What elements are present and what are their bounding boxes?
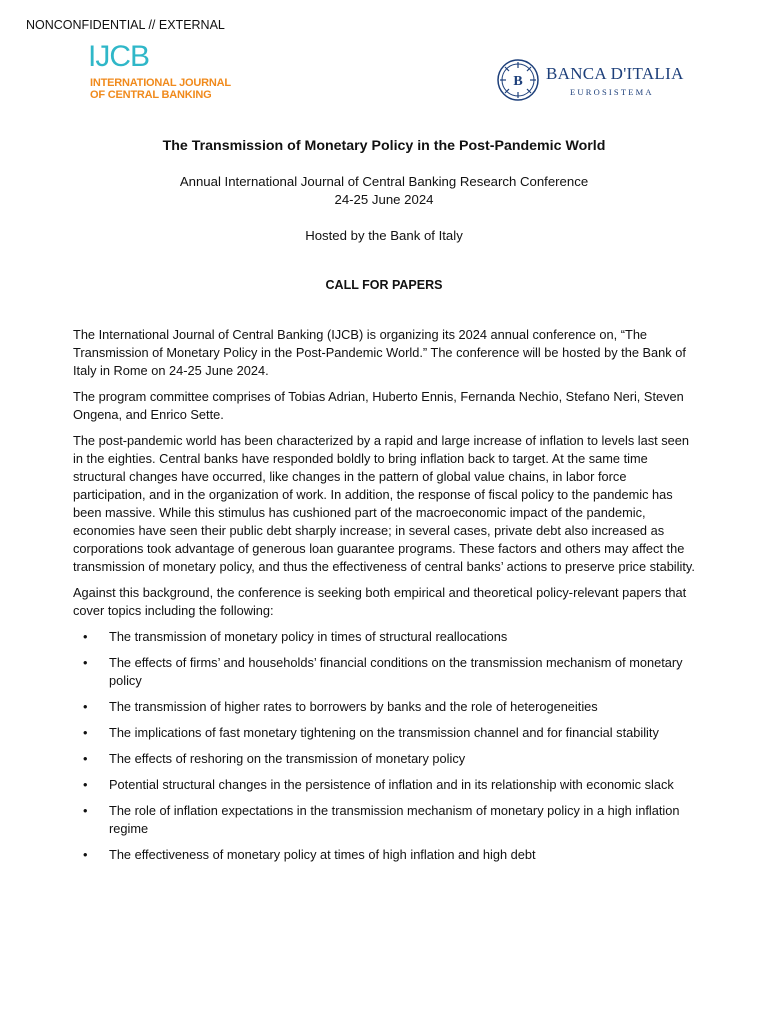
bullet-icon: • — [83, 751, 88, 766]
bullet-icon: • — [83, 699, 88, 714]
ijcb-logo-line2: OF CENTRAL BANKING — [90, 89, 212, 101]
paragraph-background: The post-pandemic world has been characterized by a rapid and large increase of inflation to levels last seen in the eighties. Central banks have responded boldly to bring inflation back to target. At the same time structural changes have occurred, like changes in the pattern of global value chains, in labor force participation, and in the organization of work. In addition, the response of fiscal policy to the pandemic has been massive. While this stimulus has cushioned part of the macroeconomic impact of the pandemic, economies have seen their public debt sharply increase; in several cases, private debt also increased as corporations took advantage of generous loan guarantee programs. These factors and others may affect the transmission of monetary policy, and thus the effectiveness of central banks’ actions to preserve price stability. — [73, 433, 695, 574]
ijcb-logo-mark: IJCB — [88, 40, 150, 73]
list-item: • The implications of fast monetary tightening on the transmission channel and for financial stability — [83, 725, 659, 740]
topics-list — [73, 628, 698, 864]
conference-dates: 24-25 June 2024 — [334, 192, 434, 207]
bullet-icon: • — [83, 847, 88, 862]
ijcb-logo-line1: INTERNATIONAL JOURNAL — [90, 77, 231, 89]
list-item: • The effects of reshoring on the transmission of monetary policy — [83, 751, 466, 766]
banca-italia-seal-icon — [496, 58, 540, 102]
bullet-icon: • — [83, 777, 88, 792]
list-item: • Potential structural changes in the persistence of inflation and in its relationship with economic slack — [83, 777, 674, 792]
list-item: • The effects of firms’ and households’ financial conditions on the transmission mechanism of monetary policy — [83, 655, 683, 688]
svg-text:B: B — [513, 74, 523, 89]
banca-italia-logo — [496, 58, 706, 106]
ijcb-logo — [84, 42, 264, 102]
paragraph-topics-intro: Against this background, the conference is seeking both empirical and theoretical policy-relevant papers that cover topics including the following: — [73, 585, 687, 618]
document-body — [73, 326, 698, 872]
list-item: • The role of inflation expectations in the transmission mechanism of monetary policy in a high inflation regime — [83, 803, 680, 836]
conference-host: Hosted by the Bank of Italy — [305, 228, 463, 243]
paragraph-committee: The program committee comprises of Tobias Adrian, Huberto Ennis, Fernanda Nechio, Stefano Neri, Steven Ongena, and Enrico Sette. — [73, 389, 684, 422]
section-heading: CALL FOR PAPERS — [325, 278, 443, 292]
bullet-icon: • — [83, 629, 88, 644]
bullet-icon: • — [83, 655, 88, 670]
conference-name: Annual International Journal of Central Banking Research Conference — [179, 174, 589, 189]
list-item: • The effectiveness of monetary policy at times of high inflation and high debt — [83, 847, 536, 862]
list-item: • The transmission of higher rates to borrowers by banks and the role of heterogeneities — [83, 699, 598, 714]
classification-marking: NONCONFIDENTIAL // EXTERNAL — [26, 18, 225, 32]
paragraph-intro: The International Journal of Central Banking (IJCB) is organizing its 2024 annual conference on, “The Transmission of Monetary Policy in the Post-Pandemic World.” The conference will be hosted by the Bank of Italy in Rome on 24-25 June 2024. — [73, 327, 686, 378]
document-title: The Transmission of Monetary Policy in the Post-Pandemic World — [162, 138, 606, 154]
list-item: • The transmission of monetary policy in times of structural reallocations — [83, 629, 508, 644]
banca-italia-name: BANCA D'ITALIA — [546, 64, 684, 83]
bullet-icon: • — [83, 803, 88, 818]
banca-italia-subtitle: EUROSISTEMA — [570, 87, 654, 97]
bullet-icon: • — [83, 725, 88, 740]
